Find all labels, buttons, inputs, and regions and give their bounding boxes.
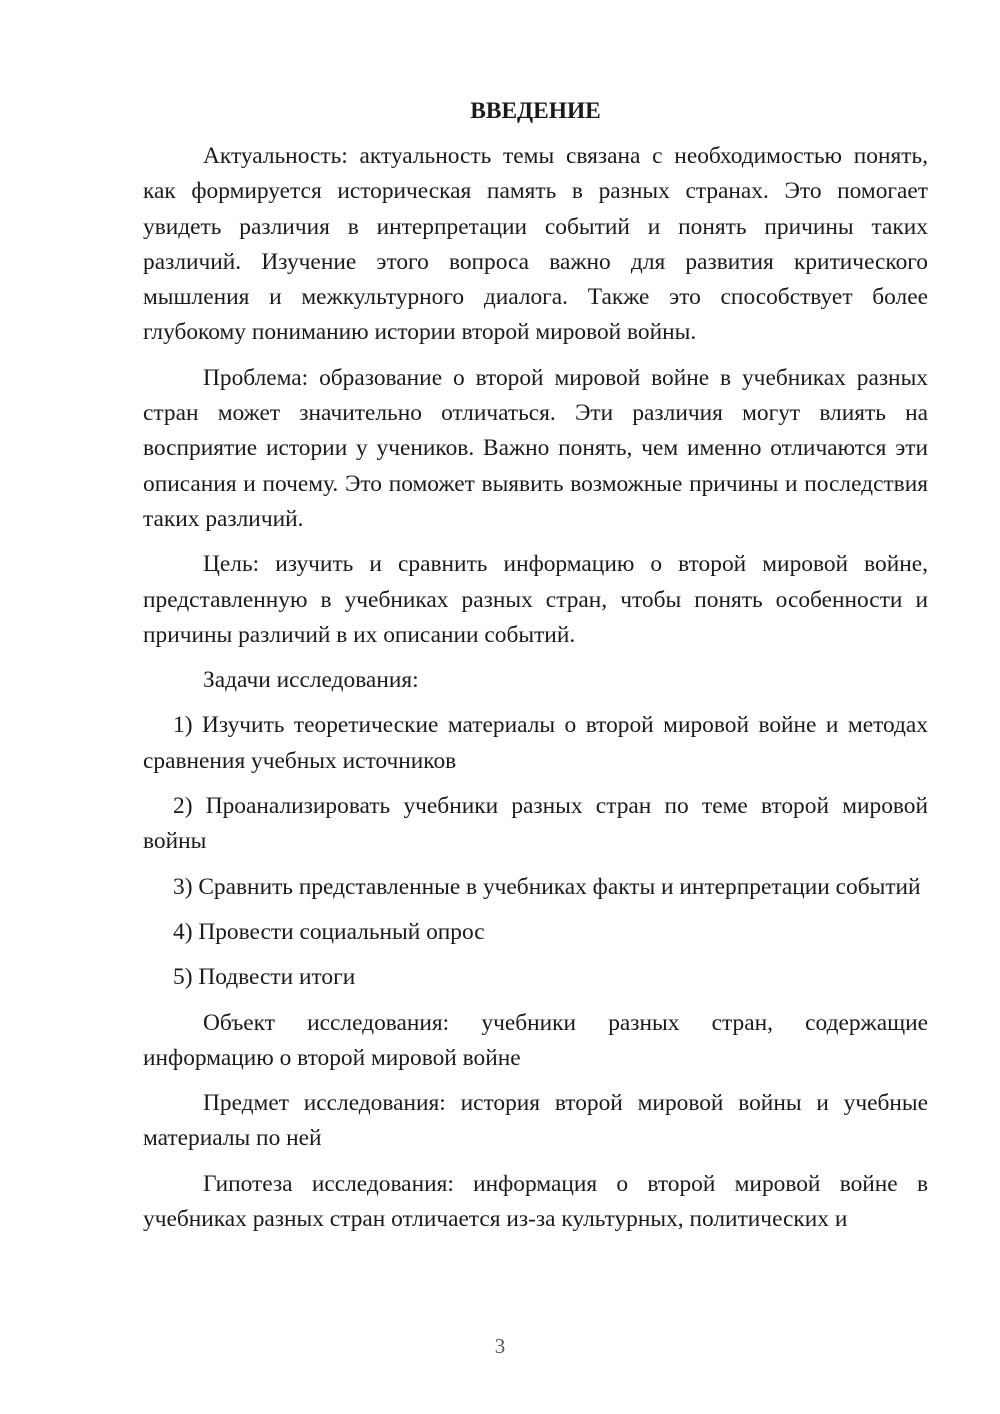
document-body (143, 94, 928, 1247)
task-item-5: 5) Подвести итоги (173, 964, 356, 991)
task-item-1: 1) Изучить теоретические материалы о второй мировой войне и методах сравнения учебных источников (143, 712, 928, 774)
page-number: 3 (494, 1334, 506, 1358)
task-item-4: 4) Провести социальный опрос (173, 918, 485, 945)
paragraph-subject: Предмет исследования: история второй мировой войны и учебные материалы по ней (143, 1090, 928, 1152)
paragraph-tasks-heading: Задачи исследования: (203, 667, 419, 694)
paragraph-relevance: Актуальность: актуальность темы связана с необходимостью понять, как формируется историческая память в разных странах. Это помогает увидеть различия в интерпретации событий и понять причины таких различий. Изучение этого вопроса важно для развития критического мышления и межкультурного диалога. Также это способствует более глубокому пониманию истории второй мировой войны. (143, 143, 928, 346)
paragraph-hypothesis: Гипотеза исследования: информация о второй мировой войне в учебниках разных стран отличается из-за культурных, политических и (143, 1170, 928, 1233)
task-item-2: 2) Проанализировать учебники разных стран по теме второй мировой войны (143, 793, 928, 855)
paragraph-problem: Проблема: образование о второй мировой войне в учебниках разных стран может значительно отличаться. Эти различия могут влиять на восприятие истории у учеников. Важно понять, чем именно отличаются эти описания и почему. Это поможет выявить возможные причины и последствия таких различий. (143, 364, 928, 532)
section-title: ВВЕДЕНИЕ (470, 98, 601, 124)
paragraph-object: Объект исследования: учебники разных стран, содержащие информацию о второй мировой войне (143, 1009, 928, 1071)
task-item-3: 3) Сравнить представленные в учебниках факты и интерпретации событий (173, 873, 921, 900)
paragraph-goal: Цель: изучить и сравнить информацию о второй мировой войне, представленную в учебниках разных стран, чтобы понять особенности и причины различий в их описании событий. (143, 551, 928, 648)
